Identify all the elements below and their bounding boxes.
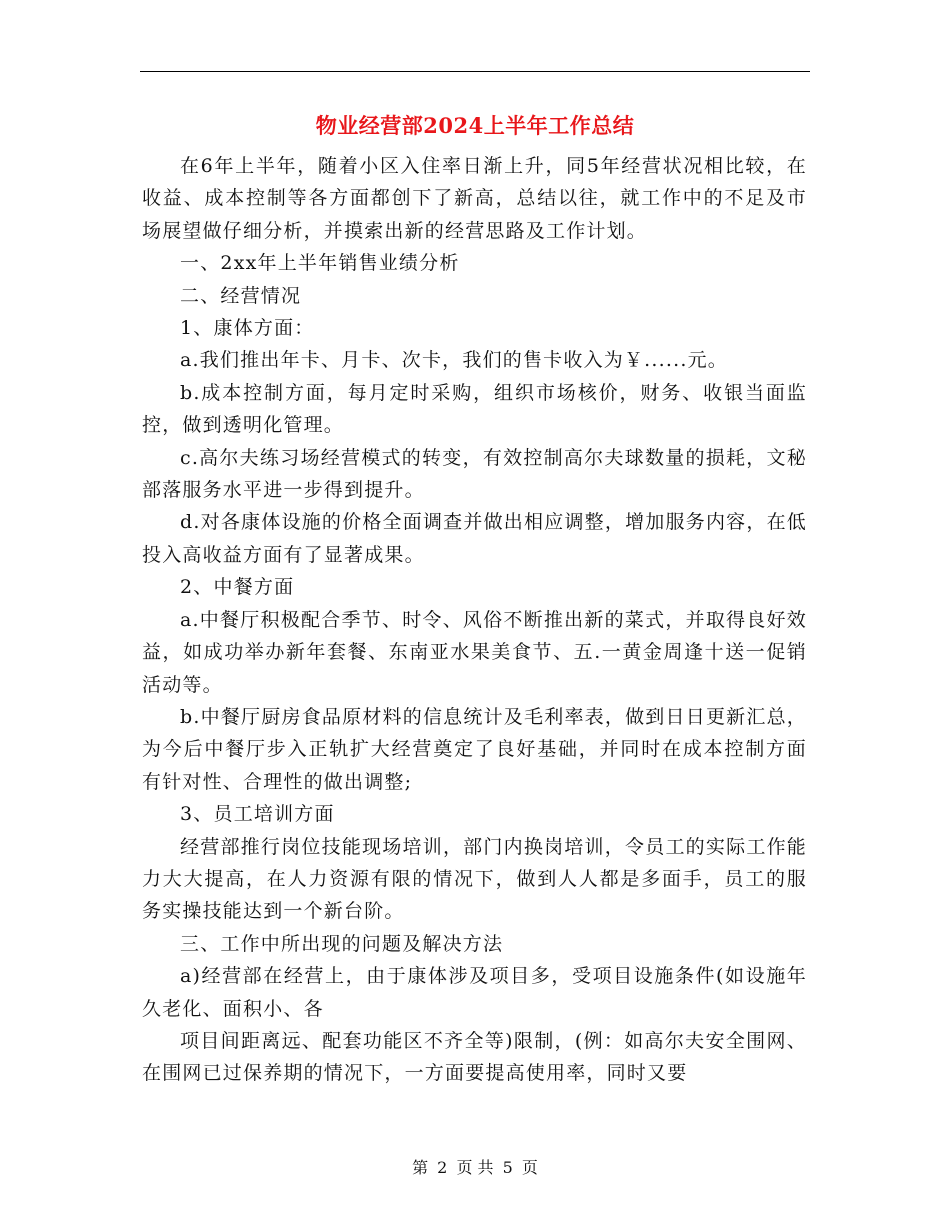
heading-section-3: 三、工作中所出现的问题及解决方法 xyxy=(180,932,504,955)
subheading-fitness: 1、康体方面： xyxy=(180,317,315,340)
footer-prefix: 第 xyxy=(412,1158,429,1177)
paragraph-training: 经营部推行岗位技能现场培训，部门内换岗培训，令员工的实际工作能力大大提高，在人力资源有限的情况下，做到人人都是多面手，员工的服务实操技能达到一个新台阶。 xyxy=(142,835,807,923)
footer-suffix: 页 xyxy=(521,1158,538,1177)
paragraph-problems-a-cont: 项目间距离远、配套功能区不齐全等)限制，(例：如高尔夫安全围网、在围网已过保养期的情况下，一方面要提高使用率，同时又要 xyxy=(142,1029,807,1085)
footer-page-total: 5 xyxy=(502,1158,513,1177)
paragraph-fitness-c: c.高尔夫练习场经营模式的转变，有效控制高尔夫球数量的损耗，文秘部落服务水平进一步得到提升。 xyxy=(142,446,807,502)
footer-page-current: 2 xyxy=(437,1158,448,1177)
heading-section-1: 一、2xx年上半年销售业绩分析 xyxy=(180,252,460,275)
subheading-staff-training: 3、员工培训方面 xyxy=(180,803,335,826)
paragraph-fitness-b: b.成本控制方面，每月定时采购，组织市场核价，财务、收银当面监控，做到透明化管理。 xyxy=(142,381,807,437)
document-body xyxy=(142,150,807,1090)
footer-middle: 页 共 xyxy=(456,1158,494,1177)
paragraph-dining-b: b.中餐厅厨房食品原材料的信息统计及毛利率表，做到日日更新汇总，为今后中餐厅步入正轨扩大经营奠定了良好基础，并同时在成本控制方面有针对性、合理性的做出调整; xyxy=(142,705,807,793)
document-title: 物业经营部2024上半年工作总结 xyxy=(315,113,635,138)
paragraph-fitness-d: d.对各康体设施的价格全面调查并做出相应调整，增加服务内容，在低投入高收益方面有了显著成果。 xyxy=(142,511,807,566)
header-rule xyxy=(140,71,810,72)
paragraph-intro: 在6年上半年，随着小区入住率日渐上升，同5年经营状况相比较，在收益、成本控制等各方面都创下了新高，总结以往，就工作中的不足及市场展望做仔细分析，并摸索出新的经营思路及工作计划。 xyxy=(142,155,807,242)
paragraph-dining-a: a.中餐厅积极配合季节、时令、风俗不断推出新的菜式，并取得良好效益，如成功举办新年套餐、东南亚水果美食节、五.一黄金周逢十送一促销活动等。 xyxy=(142,608,807,696)
paragraph-problems-a: a)经营部在经营上，由于康体涉及项目多，受项目设施条件(如设施年久老化、面积小、各 xyxy=(142,965,807,1020)
paragraph-fitness-a: a.我们推出年卡、月卡、次卡，我们的售卡收入为￥......元。 xyxy=(180,349,729,372)
heading-section-2: 二、经营情况 xyxy=(180,284,302,307)
page-footer xyxy=(0,1155,950,1178)
subheading-chinese-dining: 2、中餐方面 xyxy=(180,576,295,599)
